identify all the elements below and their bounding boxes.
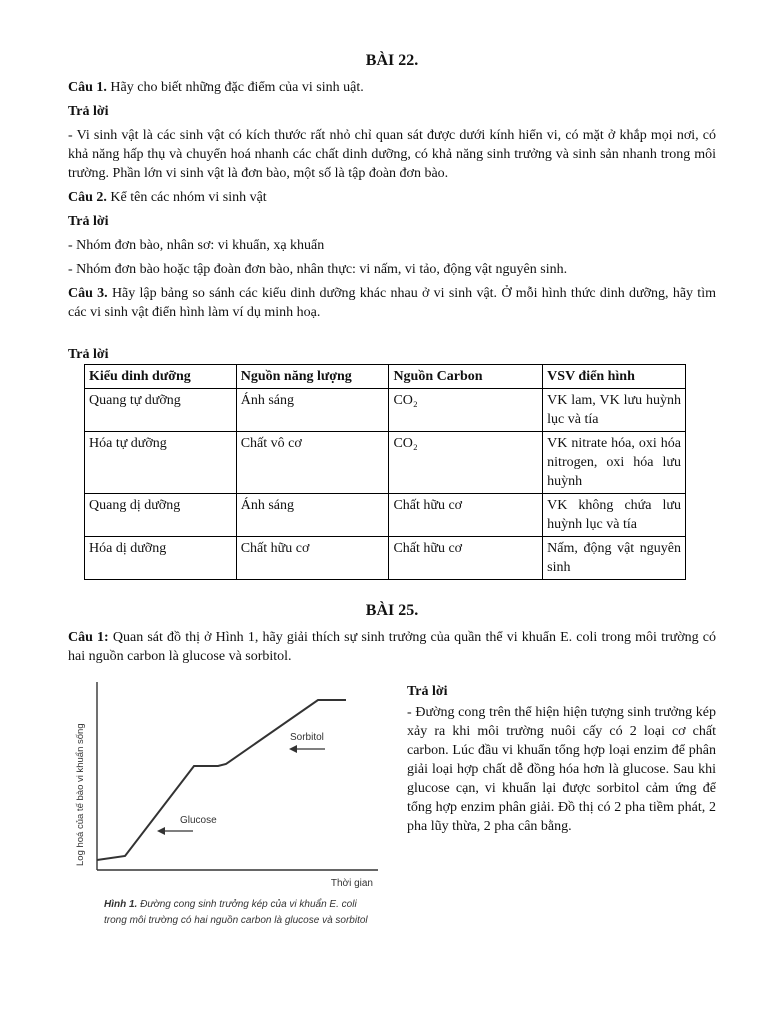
table-row (85, 432, 686, 494)
table-header-cell: VSV điển hình (543, 365, 686, 389)
lesson-22-title: BÀI 22. (365, 52, 419, 69)
table-cell: CO₂ (389, 389, 543, 432)
glucose-arrowhead (157, 827, 165, 835)
growth-curve (97, 700, 346, 860)
figure-and-answer (68, 672, 716, 952)
table-cell: Quang dị dưỡng (85, 494, 237, 537)
table-cell: VK lam, VK lưu huỳnh lục và tía (543, 389, 686, 432)
sorbitol-arrowhead (289, 745, 297, 753)
figure-caption-line-2: trong môi trường có hai nguồn carbon là glucose và sorbitol (104, 915, 368, 926)
answer-2-line-1: - Nhóm đơn bào, nhân sơ: vi khuẩn, xạ khuẩn (68, 238, 325, 253)
question-3 (68, 284, 716, 322)
table-cell: VK nitrate hóa, oxi hóa nitrogen, oxi hóa lưu huỳnh (543, 432, 686, 494)
table-cell: CO₂ (389, 432, 543, 494)
question-text: Kể tên các nhóm vi sinh vật (106, 190, 267, 205)
table-header-cell: Kiểu dinh dưỡng (85, 365, 237, 389)
table-cell: Hóa tự dưỡng (85, 432, 237, 494)
table-cell: Ánh sáng (236, 494, 389, 537)
table-cell: Chất hữu cơ (236, 537, 389, 580)
answer-label: Trả lời (407, 684, 448, 699)
lesson-25-answer-text: - Đường cong trên thể hiện hiện tượng sinh trưởng kép xảy ra khi môi trường nuôi cấy có 2 loại cơ chất carbon. Lúc đầu vi khuẩn tổng hợp loại enzim để phân giải loại hợp chất dễ đồng hóa hơn là glucose. Sau khi glucose cạn, vi khuẩn lại được sorbitol cảm ứng để tổng hợp enzim phân giải. Đồ thị có 2 pha tiềm phát, 2 pha lũy thừa, 2 pha cân bằng. (407, 705, 716, 834)
table-row (85, 494, 686, 537)
table-header-cell: Nguồn Carbon (389, 365, 543, 389)
answer-1-text: - Vi sinh vật là các sinh vật có kích thước rất nhỏ chỉ quan sát được dưới kính hiển vi, có mặt ở khắp mọi nơi, có khả năng hấp thụ và chuyển hoá nhanh các chất dinh dưỡng, có khả năng sinh trưởng và sinh sản nhanh trong môi trường. Phần lớn vi sinh vật là đơn bào, một số là tập đoàn đơn bào. (68, 128, 716, 181)
caption-label: Hình 1. (104, 899, 138, 910)
question-1-lesson-25 (68, 628, 716, 666)
table-cell: Ánh sáng (236, 389, 389, 432)
question-2 (68, 188, 716, 207)
table-cell: Quang tự dưỡng (85, 389, 237, 432)
table-header-row (85, 365, 686, 389)
question-label: Câu 3. (68, 286, 108, 301)
question-label: Câu 2. (68, 190, 107, 205)
answer-label: Trả lời (68, 104, 109, 119)
sorbitol-label: Sorbitol (290, 732, 324, 743)
caption-line-1: Đường cong sinh trưởng kép của vi khuẩn E. coli (137, 899, 357, 910)
table-header-cell: Nguồn năng lượng (236, 365, 389, 389)
growth-curve-figure (68, 672, 393, 942)
table-cell: Chất vô cơ (236, 432, 389, 494)
y-axis-label: Log hoá của tế bào vi khuẩn sống (75, 723, 86, 866)
answer-2-line-2: - Nhóm đơn bào hoặc tập đoàn đơn bào, nhân thực: vi nấm, vi tảo, động vật nguyên sinh. (68, 262, 568, 277)
table-cell: Nấm, động vật nguyên sinh (543, 537, 686, 580)
question-label: Câu 1: (68, 630, 109, 645)
table-row (85, 389, 686, 432)
question-text: Hãy cho biết những đặc điểm của vi sinh uật. (106, 80, 364, 95)
lesson-25-title: BÀI 25. (365, 602, 419, 619)
question-text: Hãy lập bảng so sánh các kiểu dinh dưỡng khác nhau ở vi sinh vật. Ở mỗi hình thức dinh dưỡng, hãy tìm các vi sinh vật điển hình làm ví dụ minh hoạ. (68, 286, 716, 320)
nutrition-types-table (84, 364, 686, 580)
question-1 (68, 78, 716, 97)
answer-label: Trả lời (68, 214, 109, 229)
answer-label: Trả lời (68, 347, 109, 362)
table-cell: VK không chứa lưu huỳnh lục và tía (543, 494, 686, 537)
document-page (68, 50, 716, 952)
table-cell: Chất hữu cơ (389, 494, 543, 537)
table-cell: Hóa dị dưỡng (85, 537, 237, 580)
lesson-25-answer (407, 682, 716, 841)
table-cell: Chất hữu cơ (389, 537, 543, 580)
question-text: Quan sát đồ thị ở Hình 1, hãy giải thích sự sinh trưởng của quần thể vi khuẩn E. coli trong môi trường có hai nguồn carbon là glucose và sorbitol. (68, 630, 716, 664)
x-axis-label: Thời gian (330, 878, 373, 889)
glucose-label: Glucose (180, 815, 217, 826)
figure-caption (104, 898, 357, 910)
question-label: Câu 1. (68, 80, 107, 95)
table-row (85, 537, 686, 580)
